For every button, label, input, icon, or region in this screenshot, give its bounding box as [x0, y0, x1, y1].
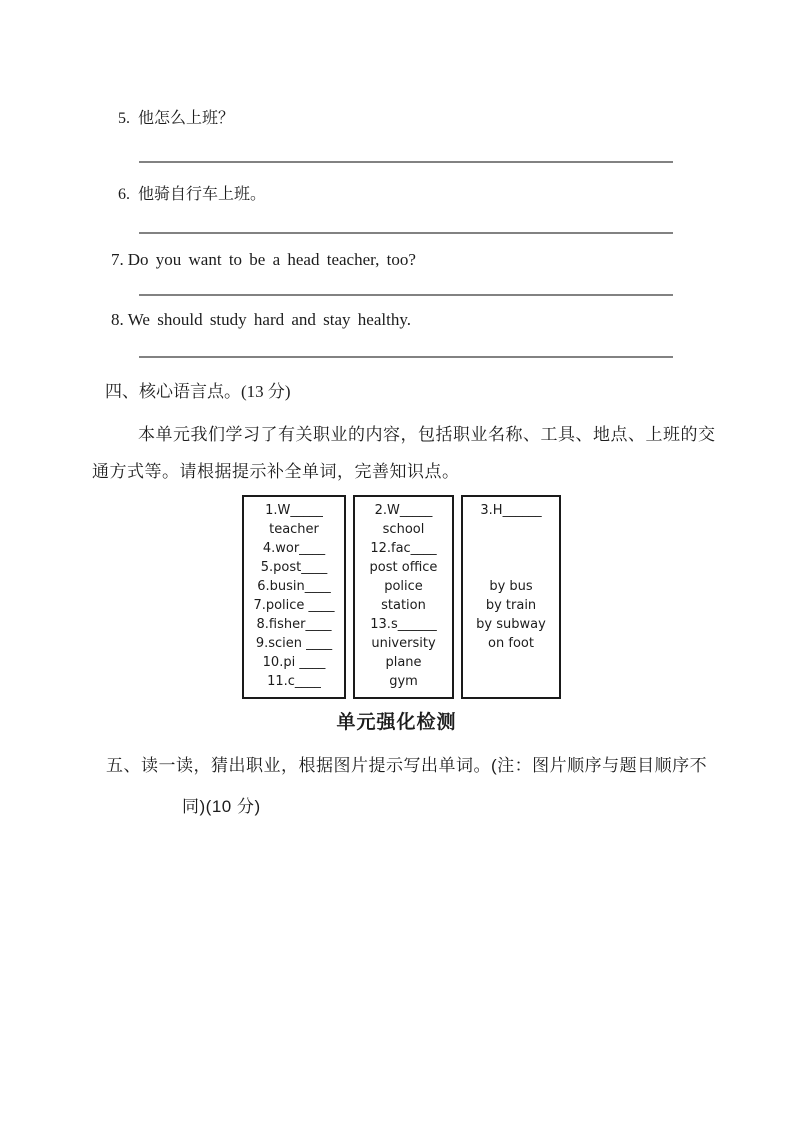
question-5-text: 他怎么上班？ — [138, 110, 235, 127]
section-4-paragraph-line-1: 本单元我们学习了有关职业的内容，包括职业名称、工具、地点、上班的交 — [138, 425, 716, 444]
question-5 — [118, 105, 234, 128]
box-row: police — [384, 579, 423, 594]
box-row — [463, 558, 559, 577]
box-row — [463, 653, 559, 672]
question-6-number: 6. — [118, 186, 130, 203]
knowledge-box-occupations — [242, 495, 346, 699]
unit-test-title: 单元强化检测 — [336, 712, 457, 733]
box-row: school — [382, 522, 425, 537]
box-row: by subway — [476, 617, 546, 632]
box-row: 1.W_____ — [265, 503, 323, 518]
answer-line-3 — [139, 294, 673, 296]
box-row: 2.W_____ — [374, 503, 433, 518]
box-row: 3.H______ — [480, 503, 542, 518]
section-5-heading-line-2: 同)(10 分) — [182, 797, 261, 816]
box-row: university — [371, 636, 436, 651]
knowledge-box-transport — [461, 495, 561, 699]
box-row: 10.pi ____ — [262, 655, 326, 670]
question-8 — [111, 310, 411, 330]
question-6-text: 他骑自行车上班。 — [138, 186, 267, 203]
box-row: by train — [485, 598, 537, 613]
box-row: gym — [389, 674, 418, 689]
section-4-paragraph-line-2: 通方式等。请根据提示补全单词，完善知识点。 — [92, 462, 460, 481]
question-8-number: 8. — [111, 310, 124, 329]
box-row: 5.post____ — [260, 560, 328, 575]
section-5-heading-line-1: 五、读一读，猜出职业，根据图片提示写出单词。(注：图片顺序与题目顺序不 — [106, 756, 708, 775]
answer-line-2 — [139, 232, 673, 234]
box-row: 11.c____ — [267, 674, 321, 689]
question-7-text: Do you want to be a head teacher, too? — [127, 250, 416, 269]
answer-line-4 — [139, 356, 673, 358]
box-row: by bus — [489, 579, 533, 594]
box-row: post office — [369, 560, 438, 575]
box-row: 8.fisher____ — [256, 617, 332, 632]
question-5-number: 5. — [118, 110, 130, 127]
box-row: 12.fac____ — [370, 541, 437, 556]
box-row: 9.scien ____ — [255, 636, 333, 651]
box-row: 13.s______ — [370, 617, 437, 632]
question-7 — [111, 250, 416, 270]
box-row: teacher — [269, 522, 319, 537]
box-row: 7.police ____ — [253, 598, 335, 613]
knowledge-point-boxes — [242, 495, 561, 699]
box-row: 6.busin____ — [257, 579, 331, 594]
knowledge-box-places — [353, 495, 454, 699]
question-8-text: We should study hard and stay healthy. — [127, 310, 411, 329]
box-row: plane — [385, 655, 422, 670]
box-row — [463, 672, 559, 691]
box-row: station — [381, 598, 426, 613]
box-row — [463, 539, 559, 558]
question-6 — [118, 181, 266, 204]
box-row: on foot — [488, 636, 534, 651]
box-row: 4.wor____ — [262, 541, 326, 556]
section-4-heading: 四、核心语言点。(13 分) — [105, 382, 291, 401]
box-row — [463, 520, 559, 539]
question-7-number: 7. — [111, 250, 124, 269]
answer-line-1 — [139, 161, 673, 163]
